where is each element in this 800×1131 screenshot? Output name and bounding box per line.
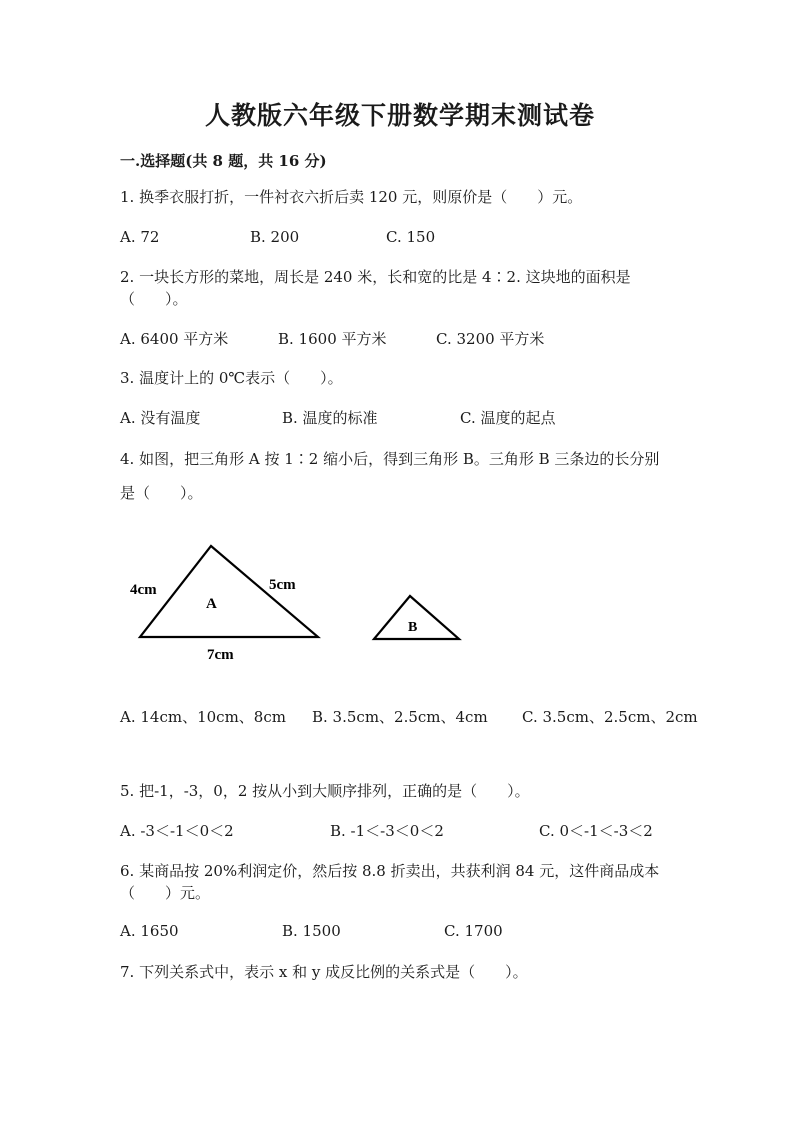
q5-option-c: C. 0＜-1＜-3＜2: [539, 822, 653, 840]
section-heading: 一.选择题(共 8 题，共 16 分): [120, 152, 327, 170]
q3-option-c: C. 温度的起点: [460, 409, 556, 427]
question-2-line-1: 2. 一块长方形的菜地，周长是 240 米，长和宽的比是 4∶2. 这块地的面积是: [120, 268, 631, 286]
q4-option-a: A. 14cm、10cm、8cm: [120, 708, 286, 726]
q1-option-b: B. 200: [250, 228, 300, 246]
q5-option-a: A. -3＜-1＜0＜2: [120, 822, 234, 840]
question-1: 1. 换季衣服打折，一件衬衣六折后卖 120 元，则原价是（ ）元。: [120, 188, 583, 206]
q2-option-c: C. 3200 平方米: [436, 330, 545, 348]
q3-option-a: A. 没有温度: [120, 409, 201, 427]
triangle-b-label: B: [408, 620, 418, 635]
question-2-line-2: （ ）。: [120, 290, 188, 308]
q6-option-c: C. 1700: [444, 922, 503, 940]
triangle-a-label: A: [206, 596, 217, 612]
question-6-line-2: （ ）元。: [120, 884, 211, 902]
q2-option-a: A. 6400 平方米: [120, 330, 229, 348]
q4-option-b: B. 3.5cm、2.5cm、4cm: [312, 708, 488, 726]
q5-option-b: B. -1＜-3＜0＜2: [330, 822, 444, 840]
q1-option-c: C. 150: [386, 228, 436, 246]
question-6-line-1: 6. 某商品按 20%利润定价，然后按 8.8 折卖出，共获利润 84 元，这件商品成本: [120, 862, 660, 880]
q3-option-b: B. 温度的标准: [282, 409, 378, 427]
q6-option-a: A. 1650: [120, 922, 179, 940]
q4-option-c: C. 3.5cm、2.5cm、2cm: [522, 708, 698, 726]
question-4-line-1: 4. 如图，把三角形 A 按 1∶2 缩小后，得到三角形 B。三角形 B 三条边的长分别: [120, 450, 660, 468]
triangle-a-right-side-label: 5cm: [269, 577, 296, 593]
triangle-a-bottom-side-label: 7cm: [207, 647, 234, 663]
question-7: 7. 下列关系式中，表示 x 和 y 成反比例的关系式是（ ）。: [120, 963, 528, 981]
question-4-line-2: 是（ ）。: [120, 484, 203, 502]
question-3: 3. 温度计上的 0℃表示（ ）。: [120, 369, 343, 387]
q2-option-b: B. 1600 平方米: [278, 330, 387, 348]
q1-option-a: A. 72: [120, 228, 160, 246]
q6-option-b: B. 1500: [282, 922, 341, 940]
triangle-a-left-side-label: 4cm: [130, 582, 157, 598]
question-5: 5. 把-1，-3，0，2 按从小到大顺序排列，正确的是（ ）。: [120, 782, 530, 800]
page-title: 人教版六年级下册数学期末测试卷: [204, 101, 595, 130]
